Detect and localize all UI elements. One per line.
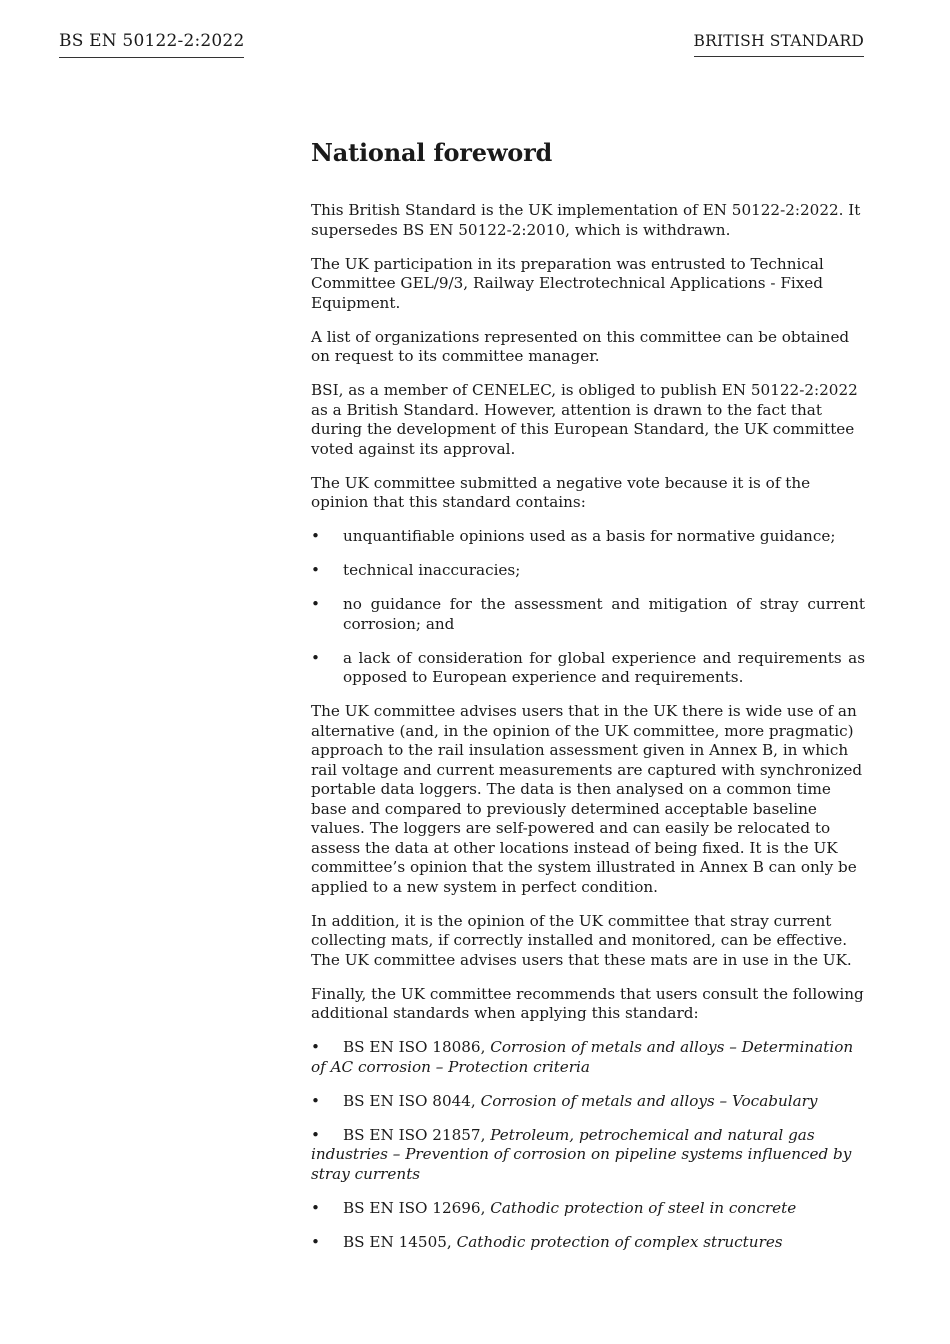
objection-item: [311, 649, 865, 688]
reference-item: [311, 1092, 865, 1112]
bullet-icon: •: [311, 1125, 320, 1144]
reference-item: [311, 1233, 865, 1253]
paragraph-committee: The UK participation in its preparation was entrusted to Technical Committee GEL/9/3, Railway Electrotechnical Applications - Fixed Equipment.: [311, 254, 824, 312]
reference-code: BS EN 14505,: [343, 1232, 452, 1251]
bullet-icon: •: [311, 1038, 320, 1056]
bullet-icon: •: [311, 595, 320, 613]
paragraph-bsi-obligation: BSI, as a member of CENELEC, is obliged to publish EN 50122-2:2022 as a British Standard. However, attention is drawn to the fact that during the development of this European Standard, the UK committee voted against its approval.: [311, 381, 858, 458]
paragraph-organizations: A list of organizations represented on this committee can be obtained on request to its committee manager.: [311, 327, 850, 365]
reference-code: BS EN ISO 18086,: [343, 1038, 486, 1056]
paragraph-additional-standards: Finally, the UK committee recommends that users consult the following additional standards when applying this standard:: [311, 984, 864, 1022]
reference-title: Cathodic protection of steel in concrete: [490, 1198, 797, 1217]
paragraph-collecting-mats: In addition, it is the opinion of the UK committee that stray current collecting mats, if correctly installed and monitored, can be effective. The UK committee advises users that these mats are in use in the UK.: [311, 911, 852, 969]
standard-type-label: BRITISH STANDARD: [694, 32, 865, 57]
reference-title: Corrosion of metals and alloys – Determination of AC corrosion – Protection criteria: [311, 1038, 854, 1076]
bullet-icon: •: [311, 648, 320, 667]
bullet-icon: •: [311, 1091, 320, 1110]
objection-item: [311, 527, 865, 547]
reference-title: Petroleum, petrochemical and natural gas industries – Prevention of corrosion on pipeline systems influenced by stray currents: [311, 1125, 852, 1183]
reference-title: Corrosion of metals and alloys – Vocabulary: [480, 1091, 818, 1110]
page-title: National foreword: [311, 138, 553, 167]
reference-code: BS EN ISO 12696,: [343, 1198, 486, 1217]
bullet-icon: •: [311, 561, 320, 579]
foreword-body: [311, 137, 865, 1267]
reference-item: [311, 1199, 865, 1219]
bullet-icon: •: [311, 1198, 320, 1217]
reference-code: BS EN ISO 21857,: [343, 1125, 486, 1144]
objection-text: a lack of consideration for global experience and requirements as opposed to European experience and requirements.: [343, 648, 865, 686]
objection-item: [311, 561, 865, 581]
reference-item: [311, 1038, 865, 1077]
bullet-icon: •: [311, 1232, 320, 1251]
document-id: BS EN 50122-2:2022: [59, 31, 244, 58]
objection-item: [311, 595, 865, 634]
paragraph-alternative-approach: The UK committee advises users that in the UK there is wide use of an alternative (and, in the opinion of the UK committee, more pragmatic) approach to the rail insulation assessment given in Annex B, in which rail voltage and current measurements are captured with synchronized portable data loggers. The data is then analysed on a common time base and compared to previously determined acceptable baseline values. The loggers are self-powered and can easily be relocated to assess the data at other locations instead of being fixed. It is the UK committee’s opinion that the system illustrated in Annex B can only be applied to a new system in perfect condition.: [311, 702, 863, 896]
paragraph-implementation: This British Standard is the UK implementation of EN 50122-2:2022. It supersedes BS EN 50122-2:2010, which is withdrawn.: [311, 201, 861, 239]
objection-text: unquantifiable opinions used as a basis for normative guidance;: [343, 527, 836, 545]
objection-text: no guidance for the assessment and mitigation of stray current corrosion; and: [343, 595, 865, 633]
objection-text: technical inaccuracies;: [343, 561, 521, 579]
paragraph-negative-vote: The UK committee submitted a negative vote because it is of the opinion that this standard contains:: [311, 473, 811, 511]
reference-title: Cathodic protection of complex structures: [456, 1232, 783, 1251]
bullet-icon: •: [311, 527, 320, 545]
reference-code: BS EN ISO 8044,: [343, 1091, 476, 1110]
reference-item: [311, 1126, 865, 1185]
